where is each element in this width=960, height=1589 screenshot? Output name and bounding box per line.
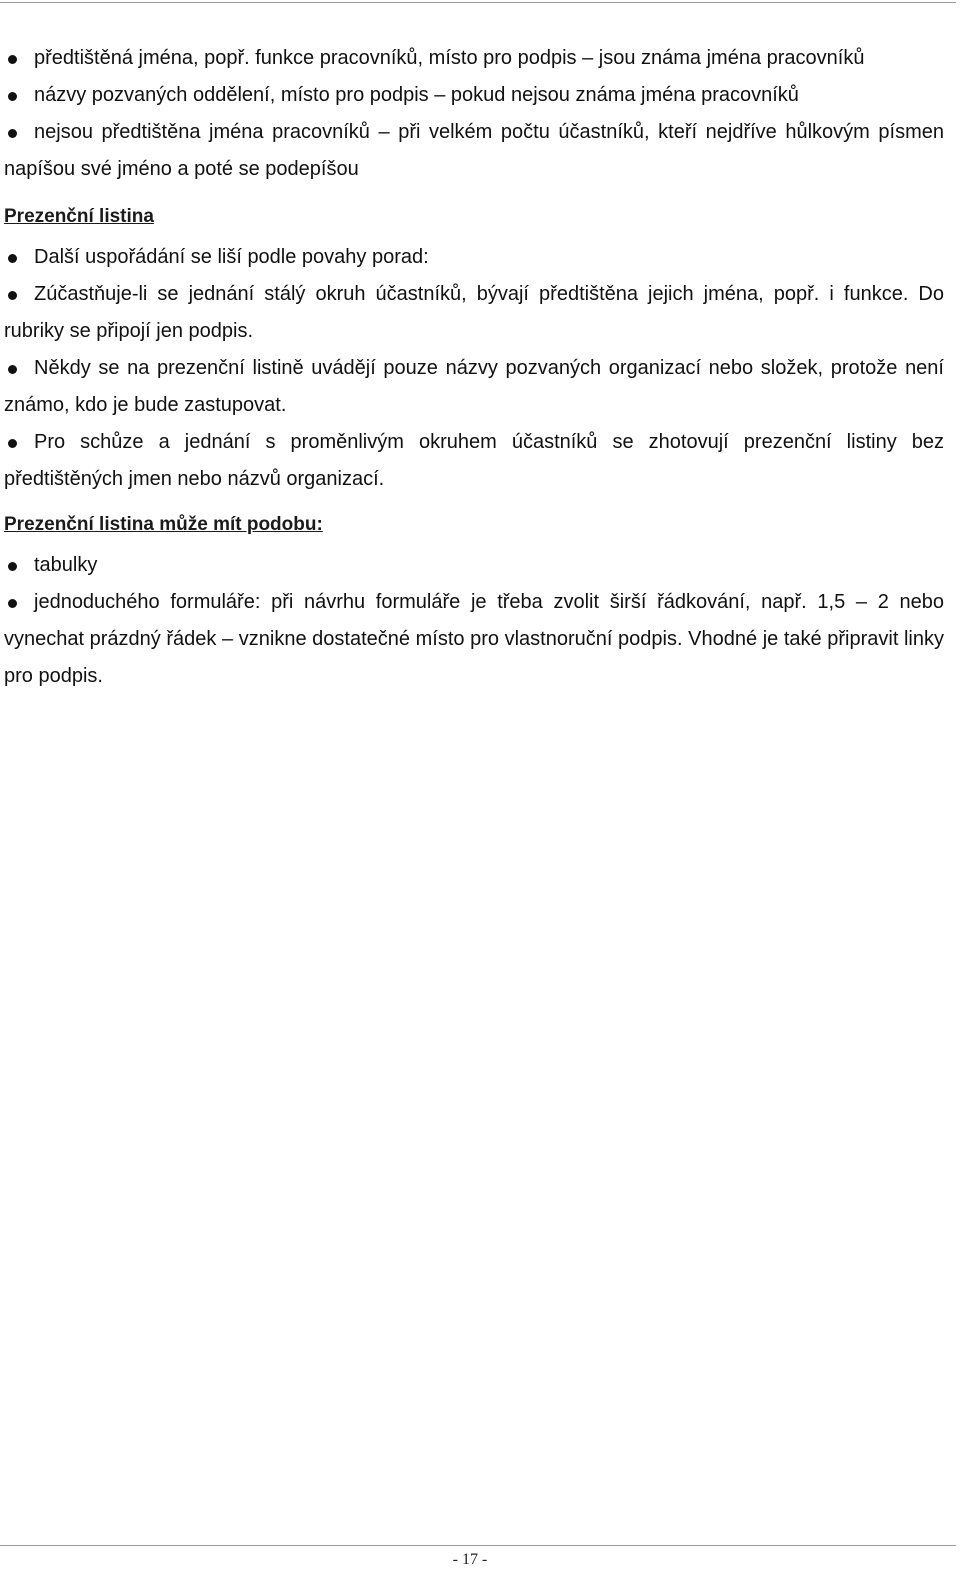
bullet-icon — [8, 254, 17, 263]
list-item — [4, 239, 944, 276]
list-item — [4, 276, 944, 350]
list-item-text: tabulky — [34, 554, 98, 576]
bullet-icon — [8, 92, 17, 101]
list-item — [4, 40, 944, 77]
list-item — [4, 584, 944, 695]
bullet-icon — [8, 365, 17, 374]
list-item-text: předtištěná jména, popř. funkce pracovníků, místo pro podpis – jsou známa jména pracovníků — [34, 47, 865, 69]
bullet-icon — [8, 562, 17, 571]
list-item — [4, 424, 944, 498]
document-page — [4, 40, 944, 695]
list-item — [4, 350, 944, 424]
section-heading-podoba: Prezenční listina může mít podobu: — [4, 514, 323, 535]
page-number: - 17 - — [452, 1551, 488, 1568]
list-item-text: jednoduchého formuláře: při návrhu formuláře je třeba zvolit širší řádkování, např. 1,5 – 2 nebo vynechat prázdný řádek – vznikne dostatečné místo pro vlastnoruční podpis. Vhodné je také připravit linky pro podpis. — [4, 591, 944, 687]
footer-line — [0, 1545, 956, 1546]
list-item — [4, 547, 944, 584]
bullet-icon — [8, 291, 17, 300]
list-item-text: Někdy se na prezenční listině uvádějí pouze názvy pozvaných organizací nebo složek, protože není známo, kdo je bude zastupovat. — [4, 357, 944, 416]
top-border-line — [0, 2, 956, 3]
list-item-text: nejsou předtištěna jména pracovníků – při velkém počtu účastníků, kteří nejdříve hůlkovým písmen napíšou své jméno a poté se podepíšou — [4, 121, 944, 180]
list-item — [4, 114, 944, 188]
list-item-text: Zúčastňuje-li se jednání stálý okruh účastníků, bývají předtištěna jejich jména, popř. i funkce. Do rubriky se připojí jen podpis. — [4, 283, 944, 342]
bullet-icon — [8, 55, 17, 64]
list-item-text: Pro schůze a jednání s proměnlivým okruhem účastníků se zhotovují prezenční listiny bez předtištěných jmen nebo názvů organizací. — [4, 431, 944, 490]
list-item-text: Další uspořádání se liší podle povahy porad: — [34, 246, 429, 268]
list-item-text: názvy pozvaných oddělení, místo pro podpis – pokud nejsou známa jména pracovníků — [34, 84, 799, 106]
bullet-icon — [8, 599, 17, 608]
section-heading-prezencni-listina: Prezenční listina — [4, 206, 154, 227]
bullet-icon — [8, 439, 17, 448]
list-item — [4, 77, 944, 114]
bullet-icon — [8, 129, 17, 138]
